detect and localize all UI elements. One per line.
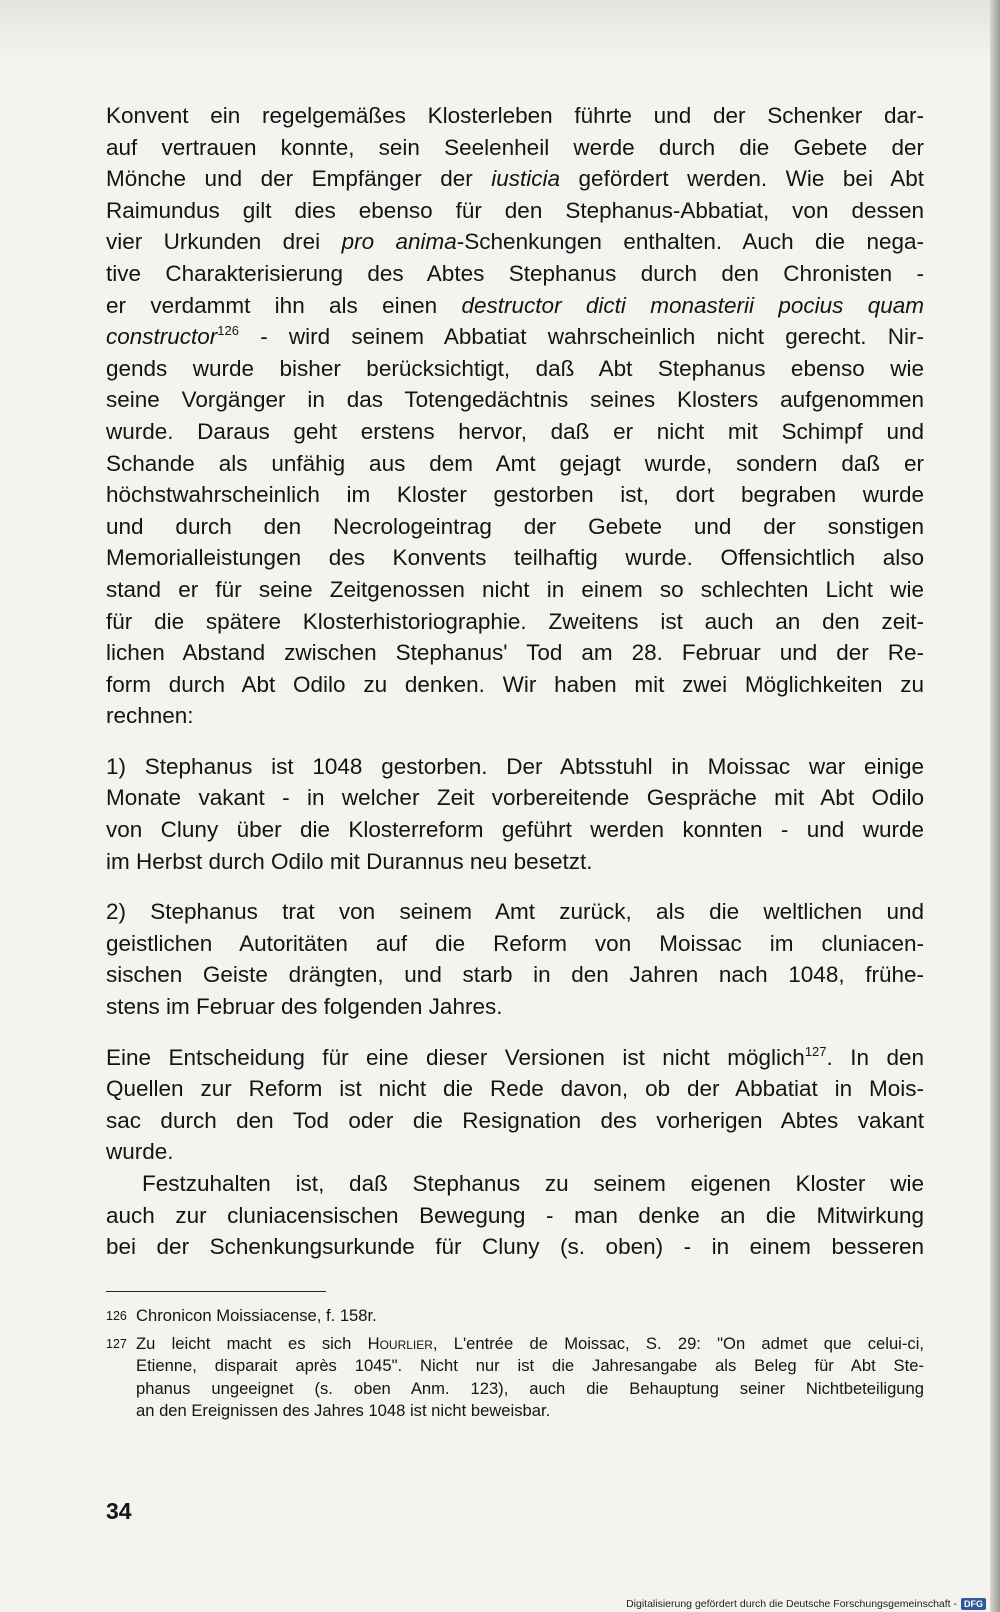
text-line: stens im Februar des folgenden Jahres. xyxy=(106,994,503,1020)
text-line: auf vertrauen konnte, sein Seelenheil werde durch die Gebete der xyxy=(106,134,924,160)
text-line: 1) Stephanus ist 1048 gestorben. Der Abtsstuhl in Moissac war einige xyxy=(106,753,924,779)
text-span: vier Urkunden drei xyxy=(106,229,342,255)
footnote-ref-126[interactable]: 126 xyxy=(217,323,239,339)
credit-text: Digitalisierung gefördert durch die Deutsche Forschungsgemeinschaft - xyxy=(626,1598,957,1610)
italic-term: iusticia xyxy=(491,166,561,192)
author-name: Hourlier xyxy=(367,1333,433,1353)
text-line: wurde. xyxy=(106,1139,174,1165)
text-line: Memorialleistungen des Konvents teilhaftig wurde. Offensichtlich also xyxy=(106,545,924,571)
text-span: er verdammt ihn als einen xyxy=(106,292,462,318)
text-line xyxy=(106,290,924,322)
text-line: und durch den Necrologeintrag der Gebete und der sonstigen xyxy=(106,513,924,539)
footnote-127 xyxy=(106,1333,924,1423)
footnote-line: Etienne, disparait après 1045". Nicht nur ist die Jahresangabe als Beleg für Abt Ste- xyxy=(136,1356,924,1376)
text-span: Eine Entscheidung für eine dieser Versionen ist nicht möglich xyxy=(106,1044,805,1070)
text-span: . In den xyxy=(826,1044,924,1070)
text-line xyxy=(106,226,924,258)
page-edge-shadow xyxy=(990,0,1000,1612)
paragraph-3 xyxy=(106,896,924,1022)
digitization-credit xyxy=(626,1598,986,1610)
text-line xyxy=(106,1042,924,1074)
text-line: Konvent ein regelgemäßes Klosterleben führte und der Schenker dar- xyxy=(106,103,924,128)
footnote-ref-127[interactable]: 127 xyxy=(804,1043,827,1059)
text-line: Raimundus gilt dies ebenso für den Stephanus-Abbatiat, von dessen xyxy=(106,197,924,223)
text-line: lichen Abstand zwischen Stephanus' Tod am 28. Februar und der Re- xyxy=(106,640,924,666)
text-line: für die spätere Klosterhistoriographie. Zweitens ist auch an den zeit- xyxy=(106,608,924,634)
text-line xyxy=(106,321,924,353)
footnote-divider xyxy=(106,1291,326,1292)
text-line: wurde. Daraus geht erstens hervor, daß er nicht mit Schimpf und xyxy=(106,418,924,444)
page-number: 34 xyxy=(106,1498,132,1524)
text-line: von Cluny über die Klosterreform geführt werden konnten - und wurde xyxy=(106,817,924,843)
text-line: Festzuhalten ist, daß Stephanus zu seinem eigenen Kloster wie xyxy=(142,1171,924,1196)
italic-quote: destructor dicti monasterii pocius quam xyxy=(461,292,924,318)
text-span: , L'entrée de Moissac, S. 29: "On admet que celui-ci, xyxy=(432,1333,924,1353)
footnotes xyxy=(106,1305,924,1428)
italic-term: pro anima xyxy=(341,229,457,255)
text-span: Mönche und der Empfänger der xyxy=(106,166,492,192)
text-span: -Schenkungen enthalten. Auch die nega- xyxy=(456,229,924,255)
text-line: sischen Geiste drängten, und starb in den Jahren nach 1048, frühe- xyxy=(106,962,924,988)
text-line: Schande als unfähig aus dem Amt gejagt wurde, sondern daß er xyxy=(106,450,924,476)
footnote-line: Chronicon Moissiacense, f. 158r. xyxy=(136,1306,377,1325)
italic-quote: constructor xyxy=(106,324,218,350)
dfg-logo: DFG xyxy=(961,1598,986,1610)
paragraph-1 xyxy=(106,100,924,732)
text-line: geistlichen Autoritäten auf die Reform von Moissac im cluniacen- xyxy=(106,930,924,956)
text-line: sac durch den Tod oder die Resignation des vorherigen Abtes vakant xyxy=(106,1107,924,1133)
footnote-number: 126 xyxy=(106,1309,127,1323)
text-line: bei der Schenkungsurkunde für Cluny (s. oben) - in einem besseren xyxy=(106,1234,924,1260)
text-line: auch zur cluniacensischen Bewegung - man denke an die Mitwirkung xyxy=(106,1202,924,1228)
paragraph-4 xyxy=(106,1042,924,1168)
text-line: stand er für seine Zeitgenossen nicht in einem so schlechten Licht wie xyxy=(106,576,924,602)
text-line: seine Vorgänger in das Totengedächtnis seines Klosters aufgenommen xyxy=(106,387,924,413)
footnote-line xyxy=(136,1333,924,1356)
text-line: Quellen zur Reform ist nicht die Rede davon, ob der Abbatiat in Mois- xyxy=(106,1076,924,1102)
text-span: Zu leicht macht es sich xyxy=(136,1333,368,1353)
text-span: - wird seinem Abbatiat wahrscheinlich nicht gerecht. Nir- xyxy=(239,324,924,350)
text-line: form durch Abt Odilo zu denken. Wir haben mit zwei Möglichkeiten zu xyxy=(106,671,924,697)
paragraph-2 xyxy=(106,751,924,877)
text-line: rechnen: xyxy=(106,703,194,729)
footnote-126 xyxy=(106,1305,924,1328)
text-line: gends wurde bisher berücksichtigt, daß Abt Stephanus ebenso wie xyxy=(106,355,924,381)
text-line: im Herbst durch Odilo mit Durannus neu besetzt. xyxy=(106,848,593,874)
text-line: Monate vakant - in welcher Zeit vorbereitende Gespräche mit Abt Odilo xyxy=(106,785,924,811)
footnote-line: an den Ereignissen des Jahres 1048 ist nicht beweisbar. xyxy=(136,1401,551,1421)
main-text xyxy=(106,100,924,1263)
footnote-number: 127 xyxy=(106,1336,127,1351)
bleed-through-area xyxy=(0,0,1000,60)
footnote-line: phanus ungeeignet (s. oben Anm. 123), auch die Behauptung seiner Nichtbeteiligung xyxy=(136,1378,924,1398)
text-line: 2) Stephanus trat von seinem Amt zurück, als die weltlichen und xyxy=(106,899,924,925)
paragraph-5 xyxy=(106,1168,924,1263)
text-line: tive Charakterisierung des Abtes Stephanus durch den Chronisten - xyxy=(106,260,924,286)
text-line xyxy=(106,163,924,195)
text-line: höchstwahrscheinlich im Kloster gestorben ist, dort begraben wurde xyxy=(106,482,924,508)
text-span: gefördert werden. Wie bei Abt xyxy=(560,166,924,192)
